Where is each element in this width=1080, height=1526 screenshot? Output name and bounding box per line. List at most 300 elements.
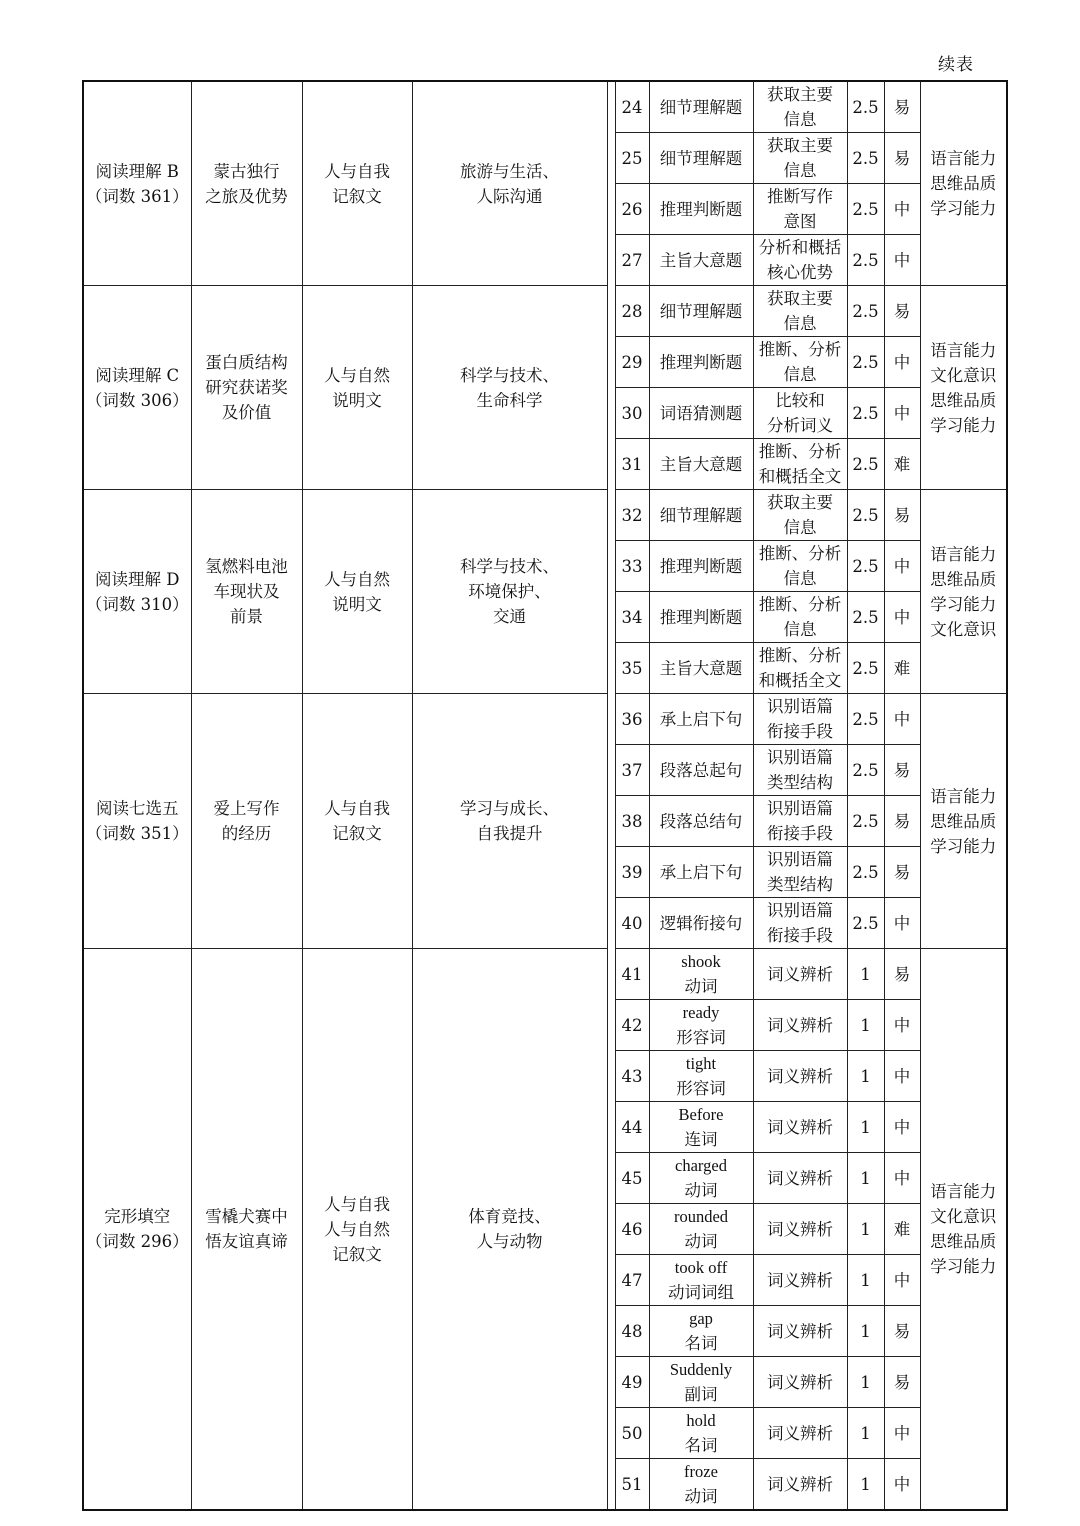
item-type-cell-text: tight 形容词 [676, 1054, 726, 1098]
item-number-cell-text: 36 [621, 709, 643, 729]
item-difficulty-cell [884, 1153, 920, 1204]
item-type-cell-text: Before 连词 [678, 1105, 724, 1149]
item-number-cell [615, 1051, 649, 1102]
context-cell [412, 81, 607, 286]
context-cell-text: 科学与技术、 环境保护、 交通 [460, 557, 559, 626]
item-difficulty-cell-text: 中 [893, 1474, 911, 1494]
theme-genre-cell [302, 949, 412, 1511]
item-type-cell-text: froze 动词 [684, 1462, 718, 1506]
item-skill-cell [753, 1306, 847, 1357]
item-type-cell-text: 推理判断题 [659, 556, 743, 576]
item-score-cell-text: 2.5 [852, 709, 879, 729]
item-difficulty-cell-text: 难 [893, 658, 911, 678]
context-cell [412, 490, 607, 694]
item-type-cell-text: 段落总结句 [659, 811, 743, 831]
item-difficulty-cell [884, 847, 920, 898]
item-number-cell [615, 847, 649, 898]
item-number-cell-text: 28 [621, 301, 643, 321]
item-number-cell [615, 1153, 649, 1204]
continued-label: 续表 [938, 55, 974, 75]
item-skill-cell [753, 1102, 847, 1153]
item-score-cell [847, 1051, 884, 1102]
section-name-cell-text: 阅读理解 D （词数 310） [85, 569, 189, 614]
item-difficulty-cell [884, 184, 920, 235]
item-type-cell-text: 承上启下句 [659, 862, 743, 882]
item-score-cell-text: 1 [860, 1474, 871, 1494]
item-number-cell-text: 51 [621, 1474, 643, 1494]
item-number-cell-text: 34 [621, 607, 643, 627]
item-type-cell-text: charged 动词 [675, 1156, 727, 1200]
item-type-cell [649, 847, 753, 898]
item-number-cell-text: 39 [621, 862, 643, 882]
item-number-cell-text: 27 [621, 250, 643, 270]
item-skill-cell [753, 796, 847, 847]
item-score-cell [847, 81, 884, 133]
item-type-cell [649, 439, 753, 490]
item-skill-cell-text: 词义辨析 [767, 1219, 833, 1239]
item-difficulty-cell [884, 490, 920, 541]
item-skill-cell [753, 694, 847, 745]
item-score-cell-text: 2.5 [852, 97, 879, 117]
item-skill-cell-text: 词义辨析 [767, 1015, 833, 1035]
item-score-cell [847, 1255, 884, 1306]
table-row [83, 490, 1007, 541]
item-type-cell [649, 643, 753, 694]
item-skill-cell [753, 1408, 847, 1459]
item-score-cell-text: 2.5 [852, 505, 879, 525]
item-skill-cell-text: 推断、分析 信息 [758, 544, 842, 588]
item-score-cell [847, 1459, 884, 1511]
item-skill-cell [753, 439, 847, 490]
item-score-cell [847, 847, 884, 898]
item-number-cell-text: 41 [621, 964, 643, 984]
item-number-cell-text: 46 [621, 1219, 643, 1239]
topic-cell [191, 694, 302, 949]
item-number-cell [615, 898, 649, 949]
item-score-cell [847, 949, 884, 1000]
item-difficulty-cell-text: 易 [893, 97, 911, 117]
spacer-cell [607, 949, 615, 1511]
theme-genre-cell-text: 人与自我 记叙文 [324, 161, 390, 206]
item-difficulty-cell-text: 中 [893, 352, 911, 372]
item-skill-cell-text: 推断写作 意图 [767, 187, 833, 231]
context-cell [412, 949, 607, 1511]
item-skill-cell-text: 推断、分析 信息 [758, 595, 842, 639]
competence-cell-text: 语言能力 文化意识 思维品质 学习能力 [930, 1182, 997, 1276]
item-type-cell-text: gap 名词 [684, 1309, 718, 1353]
item-type-cell-text: 主旨大意题 [659, 250, 743, 270]
section-name-cell [83, 490, 191, 694]
theme-genre-cell-text: 人与自我 记叙文 [324, 799, 390, 843]
item-score-cell-text: 2.5 [852, 301, 879, 321]
context-cell-text: 旅游与生活、 人际沟通 [460, 161, 559, 206]
item-score-cell [847, 388, 884, 439]
item-number-cell-text: 42 [621, 1015, 643, 1035]
item-skill-cell [753, 1051, 847, 1102]
item-type-cell-text: 主旨大意题 [659, 454, 743, 474]
item-number-cell [615, 1204, 649, 1255]
table-row [83, 949, 1007, 1000]
theme-genre-cell [302, 694, 412, 949]
item-type-cell [649, 745, 753, 796]
item-difficulty-cell-text: 易 [893, 760, 911, 780]
item-score-cell-text: 1 [860, 1321, 871, 1341]
theme-genre-cell [302, 490, 412, 694]
item-number-cell-text: 48 [621, 1321, 643, 1341]
item-score-cell [847, 1357, 884, 1408]
item-skill-cell-text: 词义辨析 [767, 1270, 833, 1290]
section-name-cell-text: 完形填空 （词数 296） [85, 1207, 189, 1251]
item-number-cell-text: 49 [621, 1372, 643, 1392]
item-skill-cell-text: 推断、分析 信息 [758, 340, 842, 384]
item-difficulty-cell [884, 1306, 920, 1357]
item-skill-cell [753, 1459, 847, 1511]
item-number-cell [615, 337, 649, 388]
item-type-cell [649, 1000, 753, 1051]
item-type-cell-text: 主旨大意题 [659, 658, 743, 678]
item-number-cell [615, 592, 649, 643]
item-number-cell-text: 47 [621, 1270, 643, 1290]
item-difficulty-cell [884, 1408, 920, 1459]
item-score-cell [847, 286, 884, 337]
item-score-cell [847, 1204, 884, 1255]
item-type-cell-text: 词语猜测题 [659, 403, 743, 423]
item-difficulty-cell [884, 1204, 920, 1255]
item-type-cell-text: 逻辑衔接句 [659, 913, 743, 933]
item-score-cell-text: 2.5 [852, 658, 879, 678]
competence-cell-text: 语言能力 思维品质 学习能力 [930, 786, 997, 856]
item-number-cell [615, 541, 649, 592]
item-skill-cell [753, 81, 847, 133]
item-difficulty-cell [884, 643, 920, 694]
section-name-cell-text: 阅读理解 C （词数 306） [85, 365, 189, 410]
item-difficulty-cell [884, 796, 920, 847]
item-score-cell-text: 1 [860, 964, 871, 984]
item-difficulty-cell [884, 1102, 920, 1153]
item-number-cell [615, 286, 649, 337]
item-skill-cell [753, 1357, 847, 1408]
item-skill-cell [753, 898, 847, 949]
item-type-cell-text: shook 动词 [681, 952, 721, 996]
item-number-cell [615, 133, 649, 184]
item-skill-cell [753, 1153, 847, 1204]
item-type-cell [649, 1102, 753, 1153]
item-skill-cell-text: 识别语篇 衔接手段 [767, 697, 833, 741]
item-type-cell [649, 388, 753, 439]
item-score-cell-text: 2.5 [852, 811, 879, 831]
item-number-cell-text: 26 [621, 199, 643, 219]
item-difficulty-cell-text: 中 [893, 250, 911, 270]
item-difficulty-cell [884, 286, 920, 337]
table-row [83, 694, 1007, 745]
item-score-cell [847, 1408, 884, 1459]
item-type-cell [649, 337, 753, 388]
item-number-cell-text: 29 [621, 352, 643, 372]
context-cell-text: 体育竞技、 人与动物 [468, 1207, 551, 1251]
item-type-cell [649, 286, 753, 337]
item-difficulty-cell-text: 易 [893, 301, 911, 321]
item-difficulty-cell-text: 中 [893, 1270, 911, 1290]
topic-cell-text: 雪橇犬赛中 悟友谊真谛 [205, 1207, 288, 1251]
item-score-cell-text: 2.5 [852, 607, 879, 627]
item-number-cell-text: 24 [621, 97, 643, 117]
item-difficulty-cell [884, 133, 920, 184]
item-skill-cell-text: 获取主要 信息 [767, 136, 833, 180]
item-skill-cell [753, 1000, 847, 1051]
item-skill-cell-text: 词义辨析 [767, 1423, 833, 1443]
section-name-cell [83, 694, 191, 949]
item-score-cell-text: 2.5 [852, 862, 879, 882]
item-type-cell [649, 235, 753, 286]
item-difficulty-cell [884, 81, 920, 133]
item-difficulty-cell-text: 中 [893, 1117, 911, 1137]
item-number-cell [615, 1357, 649, 1408]
item-type-cell-text: Suddenly 副词 [669, 1360, 733, 1404]
item-number-cell-text: 43 [621, 1066, 643, 1086]
topic-cell [191, 286, 302, 490]
item-score-cell-text: 1 [860, 1219, 871, 1239]
item-skill-cell-text: 词义辨析 [767, 1372, 833, 1392]
item-score-cell [847, 694, 884, 745]
competence-cell-text: 语言能力 思维品质 学习能力 文化意识 [930, 544, 997, 639]
item-skill-cell [753, 490, 847, 541]
topic-cell-text: 氢燃料电池 车现状及 前景 [205, 557, 288, 626]
section-name-cell [83, 286, 191, 490]
item-skill-cell [753, 337, 847, 388]
item-number-cell-text: 31 [621, 454, 643, 474]
item-type-cell [649, 1153, 753, 1204]
item-difficulty-cell-text: 中 [893, 199, 911, 219]
item-skill-cell-text: 识别语篇 类型结构 [767, 850, 833, 894]
table-row [83, 81, 1007, 133]
item-score-cell-text: 2.5 [852, 148, 879, 168]
table-row [83, 286, 1007, 337]
item-type-cell-text: 细节理解题 [659, 148, 743, 168]
item-number-cell [615, 235, 649, 286]
item-score-cell-text: 2.5 [852, 913, 879, 933]
item-score-cell [847, 643, 884, 694]
theme-genre-cell [302, 286, 412, 490]
exam-analysis-table [82, 80, 1008, 1511]
item-skill-cell-text: 识别语篇 类型结构 [767, 748, 833, 792]
spacer-cell [607, 286, 615, 490]
item-skill-cell [753, 184, 847, 235]
item-skill-cell [753, 1255, 847, 1306]
item-type-cell-text: rounded 动词 [673, 1207, 729, 1251]
item-number-cell [615, 388, 649, 439]
item-skill-cell-text: 比较和 分析词义 [767, 391, 833, 435]
topic-cell-text: 蒙古独行 之旅及优势 [205, 161, 288, 206]
item-type-cell-text: took off 动词词组 [668, 1258, 734, 1302]
item-difficulty-cell-text: 中 [893, 1066, 911, 1086]
spacer-cell [607, 490, 615, 694]
item-skill-cell-text: 获取主要 信息 [767, 85, 833, 129]
item-score-cell [847, 1306, 884, 1357]
context-cell [412, 694, 607, 949]
item-score-cell [847, 1000, 884, 1051]
item-skill-cell [753, 133, 847, 184]
item-number-cell-text: 44 [621, 1117, 643, 1137]
item-number-cell [615, 949, 649, 1000]
item-skill-cell-text: 词义辨析 [767, 964, 833, 984]
item-score-cell [847, 1102, 884, 1153]
item-type-cell-text: 承上启下句 [659, 709, 743, 729]
topic-cell-text: 爱上写作 的经历 [213, 799, 280, 843]
item-difficulty-cell [884, 337, 920, 388]
item-score-cell [847, 439, 884, 490]
theme-genre-cell [302, 81, 412, 286]
item-number-cell [615, 796, 649, 847]
item-difficulty-cell-text: 易 [893, 148, 911, 168]
item-number-cell [615, 745, 649, 796]
item-skill-cell [753, 847, 847, 898]
item-type-cell-text: hold 名词 [684, 1411, 718, 1455]
item-difficulty-cell [884, 1051, 920, 1102]
item-number-cell-text: 37 [621, 760, 643, 780]
item-difficulty-cell [884, 1255, 920, 1306]
item-number-cell [615, 1102, 649, 1153]
competence-cell-text: 语言能力 文化意识 思维品质 学习能力 [930, 340, 997, 435]
item-difficulty-cell [884, 898, 920, 949]
item-number-cell-text: 25 [621, 148, 643, 168]
item-score-cell [847, 133, 884, 184]
item-score-cell [847, 337, 884, 388]
item-number-cell [615, 1408, 649, 1459]
item-difficulty-cell-text: 难 [893, 454, 911, 474]
item-type-cell [649, 1408, 753, 1459]
competence-cell [920, 949, 1007, 1511]
item-difficulty-cell [884, 439, 920, 490]
item-type-cell [649, 1357, 753, 1408]
context-cell [412, 286, 607, 490]
item-difficulty-cell [884, 694, 920, 745]
item-number-cell-text: 40 [621, 913, 643, 933]
competence-cell [920, 81, 1007, 286]
item-score-cell-text: 1 [860, 1015, 871, 1035]
item-number-cell [615, 694, 649, 745]
competence-cell-text: 语言能力 思维品质 学习能力 [930, 149, 997, 218]
competence-cell [920, 694, 1007, 949]
item-difficulty-cell-text: 易 [893, 811, 911, 831]
item-type-cell [649, 1204, 753, 1255]
item-difficulty-cell-text: 易 [893, 1372, 911, 1392]
item-skill-cell [753, 541, 847, 592]
item-difficulty-cell [884, 388, 920, 439]
item-type-cell-text: 细节理解题 [659, 97, 743, 117]
item-difficulty-cell [884, 745, 920, 796]
item-number-cell [615, 81, 649, 133]
item-skill-cell-text: 获取主要 信息 [767, 493, 833, 537]
context-cell-text: 科学与技术、 生命科学 [460, 365, 559, 410]
item-difficulty-cell-text: 中 [893, 709, 911, 729]
item-difficulty-cell [884, 949, 920, 1000]
section-name-cell [83, 949, 191, 1511]
item-score-cell-text: 2.5 [852, 352, 879, 372]
item-skill-cell-text: 词义辨析 [767, 1066, 833, 1086]
item-skill-cell [753, 286, 847, 337]
item-number-cell [615, 643, 649, 694]
topic-cell [191, 81, 302, 286]
item-score-cell-text: 1 [860, 1117, 871, 1137]
item-skill-cell-text: 词义辨析 [767, 1321, 833, 1341]
spacer-cell [607, 81, 615, 286]
item-number-cell [615, 184, 649, 235]
section-name-cell-text: 阅读理解 B （词数 361） [85, 161, 189, 206]
item-skill-cell-text: 推断、分析 和概括全文 [758, 646, 842, 690]
item-type-cell-text: 段落总起句 [659, 760, 743, 780]
item-difficulty-cell-text: 易 [893, 1321, 911, 1341]
item-score-cell [847, 541, 884, 592]
item-score-cell [847, 235, 884, 286]
item-type-cell [649, 949, 753, 1000]
item-skill-cell [753, 1204, 847, 1255]
item-type-cell [649, 796, 753, 847]
item-score-cell-text: 1 [860, 1066, 871, 1086]
item-score-cell [847, 745, 884, 796]
item-difficulty-cell-text: 易 [893, 505, 911, 525]
item-type-cell-text: 细节理解题 [659, 301, 743, 321]
item-number-cell-text: 45 [621, 1168, 643, 1188]
item-score-cell [847, 490, 884, 541]
item-score-cell-text: 2.5 [852, 556, 879, 576]
theme-genre-cell-text: 人与自然 说明文 [324, 365, 390, 410]
item-type-cell [649, 1255, 753, 1306]
item-type-cell [649, 133, 753, 184]
competence-cell [920, 490, 1007, 694]
item-difficulty-cell-text: 中 [893, 1168, 911, 1188]
item-score-cell-text: 2.5 [852, 760, 879, 780]
item-score-cell [847, 184, 884, 235]
item-skill-cell [753, 745, 847, 796]
item-skill-cell-text: 分析和概括 核心优势 [758, 238, 842, 282]
item-score-cell-text: 1 [860, 1423, 871, 1443]
item-type-cell [649, 1306, 753, 1357]
theme-genre-cell-text: 人与自然 说明文 [324, 569, 390, 614]
item-skill-cell-text: 词义辨析 [767, 1117, 833, 1137]
item-difficulty-cell-text: 中 [893, 556, 911, 576]
item-number-cell-text: 50 [621, 1423, 643, 1443]
topic-cell [191, 949, 302, 1511]
item-difficulty-cell [884, 1000, 920, 1051]
item-difficulty-cell-text: 中 [893, 913, 911, 933]
item-skill-cell-text: 识别语篇 衔接手段 [767, 799, 833, 843]
item-score-cell-text: 1 [860, 1372, 871, 1392]
item-number-cell [615, 439, 649, 490]
item-skill-cell [753, 643, 847, 694]
item-difficulty-cell-text: 易 [893, 862, 911, 882]
item-type-cell-text: 细节理解题 [659, 505, 743, 525]
item-type-cell [649, 898, 753, 949]
item-number-cell [615, 490, 649, 541]
item-skill-cell-text: 词义辨析 [767, 1474, 833, 1494]
item-score-cell [847, 796, 884, 847]
item-difficulty-cell-text: 易 [893, 964, 911, 984]
item-difficulty-cell [884, 235, 920, 286]
item-skill-cell [753, 949, 847, 1000]
item-number-cell-text: 32 [621, 505, 643, 525]
item-type-cell [649, 541, 753, 592]
item-number-cell-text: 38 [621, 811, 643, 831]
item-skill-cell [753, 592, 847, 643]
item-type-cell [649, 184, 753, 235]
item-score-cell [847, 592, 884, 643]
item-number-cell-text: 35 [621, 658, 643, 678]
item-score-cell [847, 898, 884, 949]
item-type-cell-text: 推理判断题 [659, 352, 743, 372]
item-type-cell-text: 推理判断题 [659, 607, 743, 627]
competence-cell [920, 286, 1007, 490]
spacer-cell [607, 694, 615, 949]
